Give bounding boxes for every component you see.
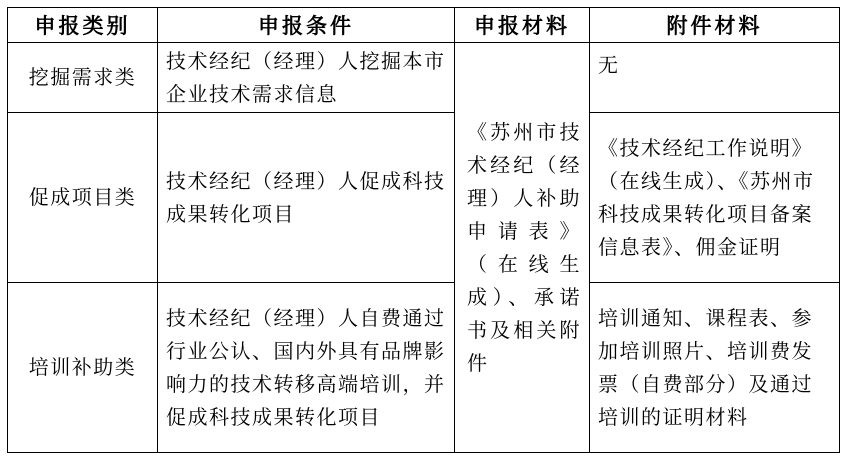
header-conditions: 申报条件	[158, 8, 455, 43]
application-requirements-table	[7, 7, 840, 453]
row-conditions-cell: 技术经纪（经理）人挖掘本市企业技术需求信息	[158, 43, 455, 113]
row-attachments-cell: 培训通知、课程表、参加培训照片、培训费发票（自费部分）及通过培训的证明材料	[590, 283, 840, 453]
header-attachments: 附件材料	[590, 8, 840, 43]
row-attachments-cell: 《技术经纪工作说明》（在线生成）、《苏州市科技成果转化项目备案信息表》、佣金证明	[590, 113, 840, 283]
table-row-training-subsidy	[8, 283, 840, 453]
table-header-row	[8, 8, 840, 43]
table-row-demand-mining	[8, 43, 840, 113]
row-category-cell: 挖掘需求类	[8, 43, 158, 113]
shared-materials-cell	[455, 43, 590, 453]
table-row-project-facilitation	[8, 113, 840, 283]
row-category-cell: 促成项目类	[8, 113, 158, 283]
row-conditions-cell: 技术经纪（经理）人自费通过行业公认、国内外具有品牌影响力的技术转移高端培训，并促成科技成果转化项目	[158, 283, 455, 453]
row-attachments-cell: 无	[590, 43, 840, 113]
application-table-wrapper	[7, 7, 839, 452]
shared-materials-text: 《苏州市技术经纪（经理）人补助申请表》（在线生成）、承诺书及相关附件	[467, 119, 581, 375]
header-materials: 申报材料	[455, 8, 590, 43]
row-conditions-cell: 技术经纪（经理）人促成科技成果转化项目	[158, 113, 455, 283]
row-category-cell: 培训补助类	[8, 283, 158, 453]
header-category: 申报类别	[8, 8, 158, 43]
